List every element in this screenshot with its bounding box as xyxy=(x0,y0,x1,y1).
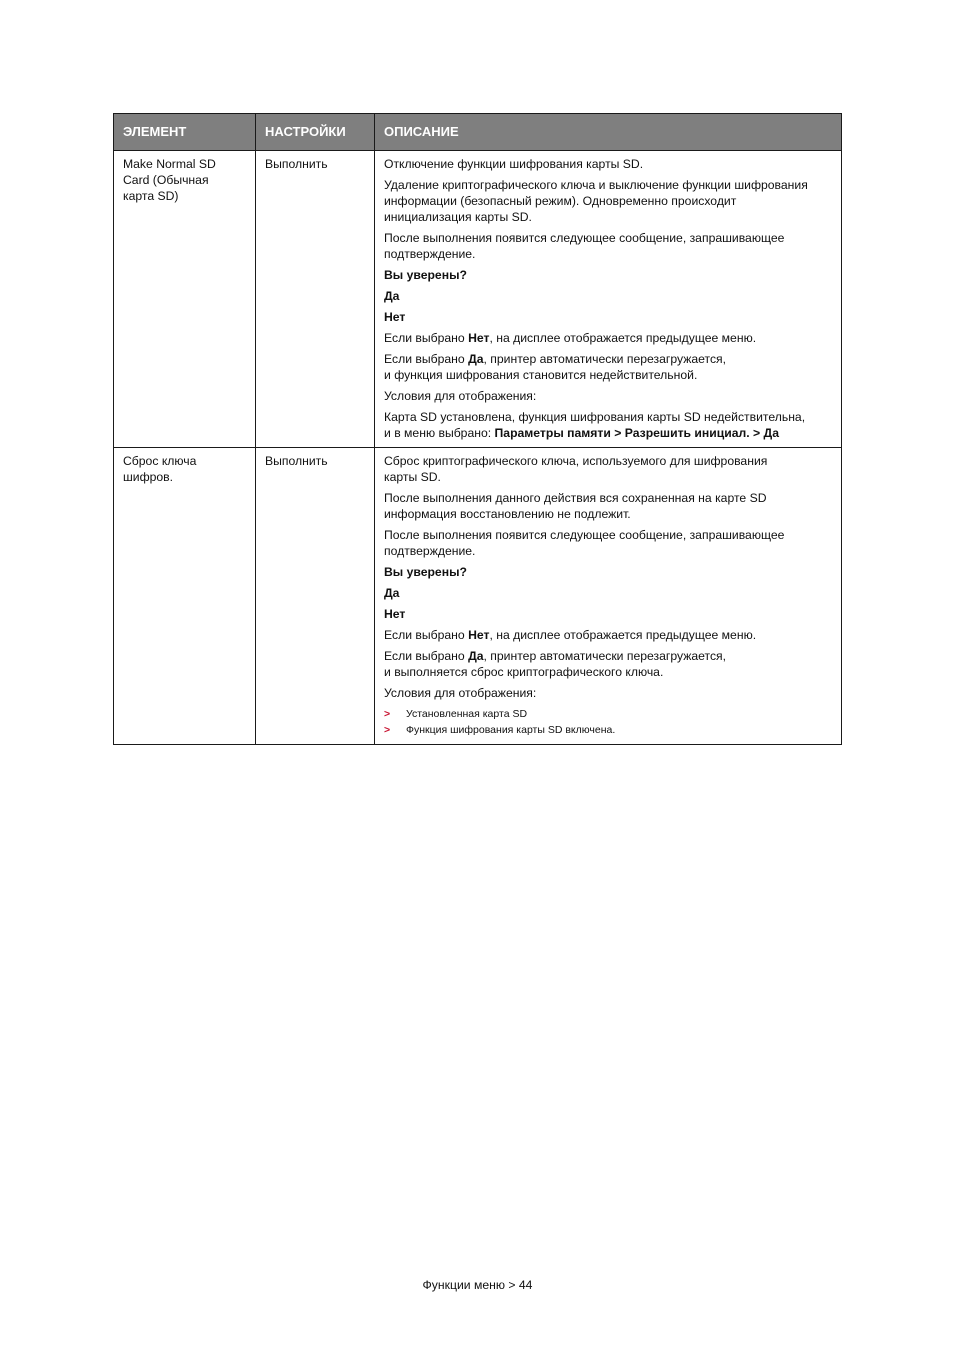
header-description: ОПИСАНИЕ xyxy=(375,114,842,151)
description-cell xyxy=(375,448,842,745)
text-line: После выполнения данного действия вся сохраненная на карте SD xyxy=(384,491,767,505)
menu-path: Параметры памяти > Разрешить инициал. > Да xyxy=(494,426,780,440)
conditions-list xyxy=(384,706,832,738)
arrow-bullet-icon: > xyxy=(384,724,391,736)
text-fragment: , на дисплее отображается предыдущее меню. xyxy=(489,331,757,345)
text-line: После выполнения появится следующее сообщение, запрашивающее xyxy=(384,231,785,245)
description-paragraph xyxy=(384,177,832,225)
description-paragraph xyxy=(384,351,832,383)
text-fragment: Если выбрано xyxy=(384,331,469,345)
description-paragraph xyxy=(384,627,832,643)
element-name-line: Сброс ключа xyxy=(123,454,197,468)
text-fragment: Если выбрано xyxy=(384,628,469,642)
text-fragment-bold: Нет xyxy=(468,628,490,642)
arrow-bullet-icon: > xyxy=(384,708,391,720)
text-fragment: , принтер автоматически перезагружается, xyxy=(483,352,727,366)
text-fragment: и в меню выбрано: xyxy=(384,426,495,440)
text-line: карты SD. xyxy=(384,470,441,484)
conditions-text xyxy=(384,409,832,441)
description-cell xyxy=(375,151,842,448)
text-line: После выполнения появится следующее сообщение, запрашивающее xyxy=(384,528,785,542)
option-no: Нет xyxy=(384,310,406,324)
description-paragraph xyxy=(384,330,832,346)
description-paragraph xyxy=(384,527,832,559)
table-header-row xyxy=(114,114,842,151)
text-line: информация восстановлению не подлежит. xyxy=(384,507,631,521)
text-line: подтверждение. xyxy=(384,544,476,558)
list-item-text: Функция шифрования карты SD включена. xyxy=(406,724,616,736)
menu-settings-table xyxy=(113,113,842,745)
element-name-line: карта SD) xyxy=(123,189,179,203)
text-line: Сброс криптографического ключа, используемого для шифрования xyxy=(384,454,768,468)
list-item-text: Установленная карта SD xyxy=(406,708,528,720)
element-cell xyxy=(114,151,256,448)
conditions-title: Условия для отображения: xyxy=(384,686,537,700)
text-fragment: , на дисплее отображается предыдущее меню. xyxy=(489,628,757,642)
text-fragment-bold: Нет xyxy=(468,331,490,345)
element-name-line: Make Normal SD xyxy=(123,157,216,171)
page-footer: Функции меню > 44 xyxy=(422,1278,533,1292)
element-name-line: шифров. xyxy=(123,470,174,484)
text-line: информации (безопасный режим). Одновременно происходит xyxy=(384,194,737,208)
text-fragment-bold: Да xyxy=(468,649,484,663)
confirm-message: Вы уверены? xyxy=(384,268,467,282)
list-item xyxy=(384,722,832,738)
text-fragment-bold: Да xyxy=(468,352,484,366)
text-line: подтверждение. xyxy=(384,247,476,261)
text-fragment: , принтер автоматически перезагружается, xyxy=(483,649,727,663)
option-yes: Да xyxy=(384,586,400,600)
description-paragraph xyxy=(384,648,832,680)
conditions-title: Условия для отображения: xyxy=(384,389,537,403)
description-paragraph xyxy=(384,453,832,485)
element-cell xyxy=(114,448,256,745)
setting-cell: Выполнить xyxy=(256,151,375,448)
text-line: Карта SD установлена, функция шифрования карты SD недействительна, xyxy=(384,410,806,424)
table-row xyxy=(114,151,842,448)
table-row xyxy=(114,448,842,745)
header-element: ЭЛЕМЕНТ xyxy=(114,114,256,151)
description-paragraph xyxy=(384,230,832,262)
list-item xyxy=(384,706,832,722)
element-name-line: Card (Обычная xyxy=(123,173,209,187)
text-line: и функция шифрования становится недействительной. xyxy=(384,368,698,382)
description-paragraph xyxy=(384,490,832,522)
header-settings: НАСТРОЙКИ xyxy=(256,114,375,151)
text-line: Удаление криптографического ключа и выключение функции шифрования xyxy=(384,178,808,192)
setting-cell: Выполнить xyxy=(256,448,375,745)
text-line: и выполняется сброс криптографического ключа. xyxy=(384,665,664,679)
option-yes: Да xyxy=(384,289,400,303)
option-no: Нет xyxy=(384,607,406,621)
text-line: инициализация карты SD. xyxy=(384,210,532,224)
text-fragment: Если выбрано xyxy=(384,649,469,663)
confirm-message: Вы уверены? xyxy=(384,565,467,579)
text-fragment: Если выбрано xyxy=(384,352,469,366)
description-paragraph: Отключение функции шифрования карты SD. xyxy=(384,157,644,171)
